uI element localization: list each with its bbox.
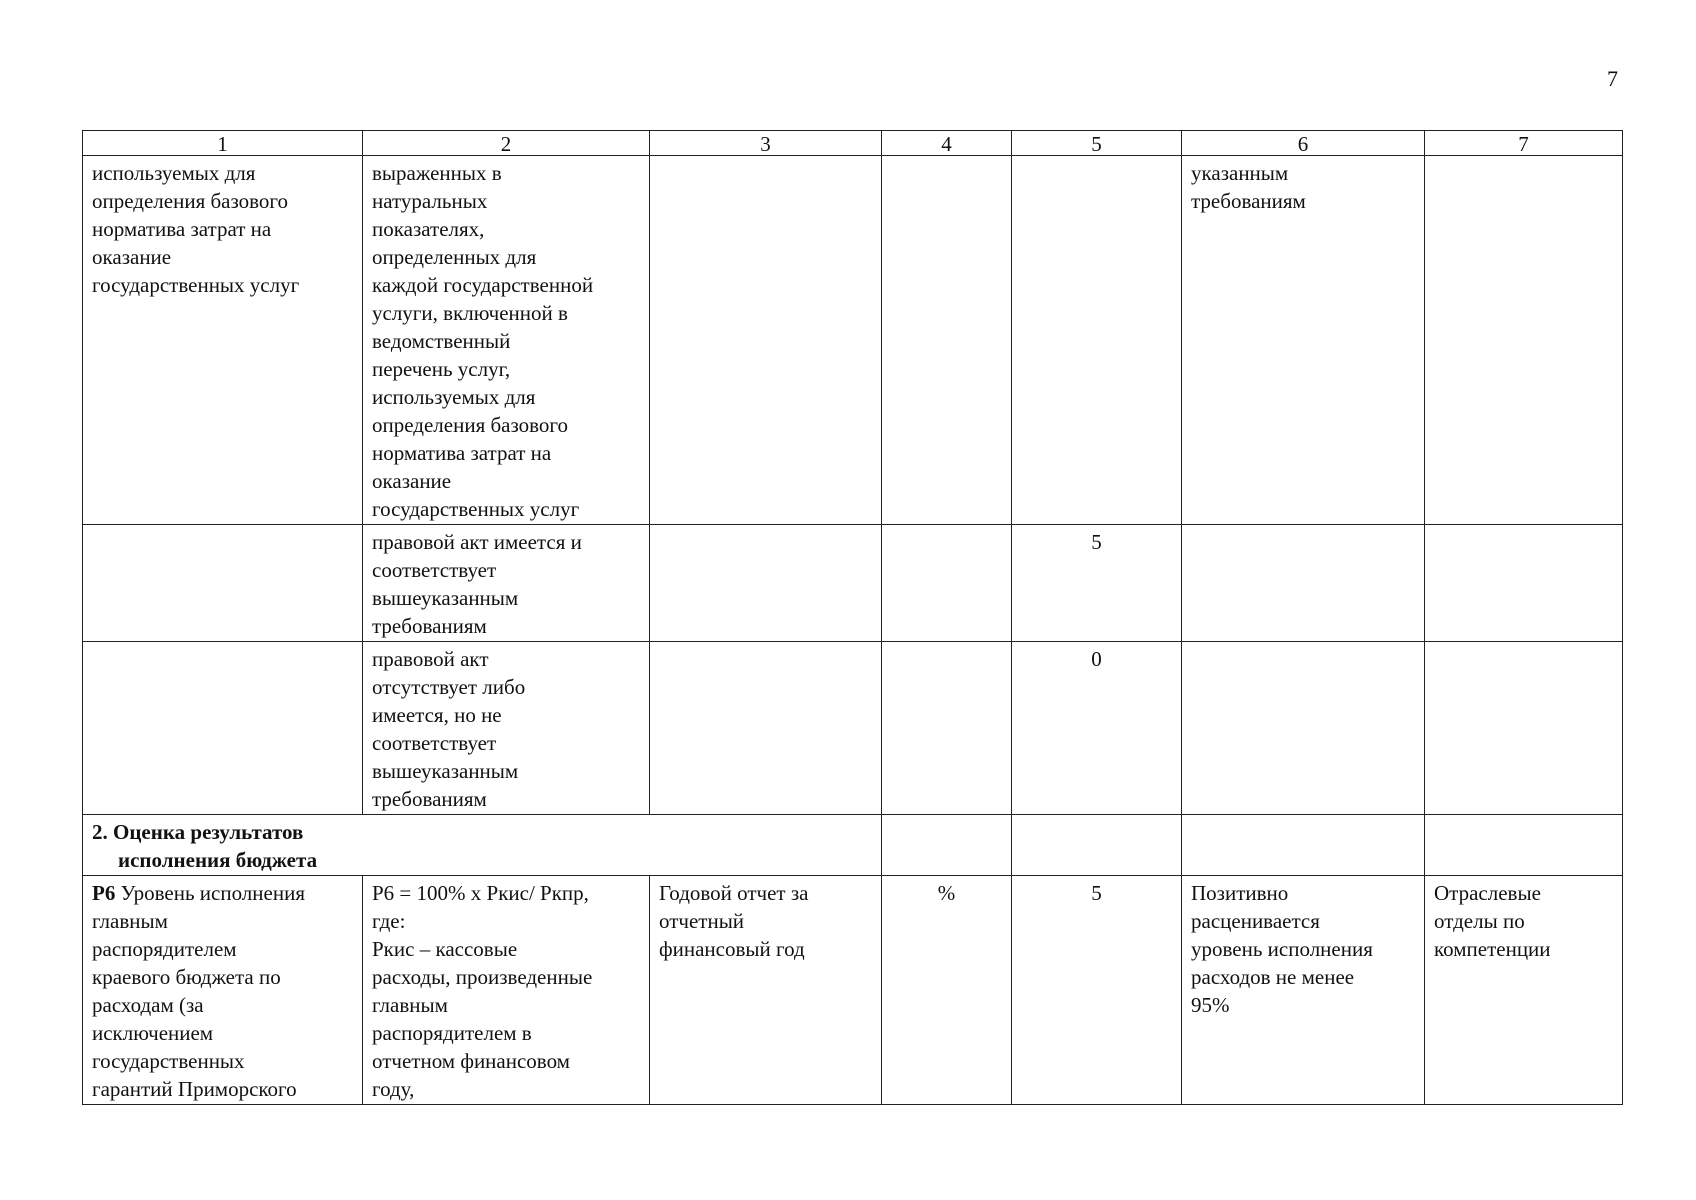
score-cell: 5 [1012, 876, 1182, 1105]
table-cell [83, 525, 363, 642]
section-heading-line: исполнения бюджета [118, 848, 318, 872]
page-number: 7 [1607, 66, 1618, 91]
table-cell [1012, 815, 1182, 876]
score-cell: 0 [1012, 642, 1182, 815]
table-row [83, 642, 1623, 815]
column-header: 5 [1012, 131, 1182, 156]
table-cell [1182, 815, 1425, 876]
score-cell: 5 [1012, 525, 1182, 642]
column-header: 7 [1425, 131, 1623, 156]
table-cell [882, 525, 1012, 642]
table-row [83, 156, 1623, 525]
source-cell: Годовой отчет за отчетный финансовый год [650, 876, 882, 1105]
indicator-cell [83, 876, 363, 1105]
unit-cell: % [882, 876, 1012, 1105]
table-cell [1425, 156, 1623, 525]
table-cell: используемых для определения базового норматива затрат на оказание государственных услуг [83, 156, 363, 525]
table-cell [1182, 525, 1425, 642]
table-cell [1182, 642, 1425, 815]
indicator-description: Уровень исполнения главным распорядителем краевого бюджета по расходам (за исключением государственных гарантий Приморского [92, 881, 305, 1101]
criteria-table [82, 130, 1623, 1105]
table-cell [882, 156, 1012, 525]
table-cell [83, 642, 363, 815]
column-header: 4 [882, 131, 1012, 156]
column-header: 3 [650, 131, 882, 156]
column-header: 2 [363, 131, 650, 156]
formula-cell: Р6 = 100% х Ркис/ Ркпр, где: Ркис – кассовые расходы, произведенные главным распорядителем в отчетном финансовом году, [363, 876, 650, 1105]
table-cell [1012, 156, 1182, 525]
table-cell [1425, 525, 1623, 642]
table-cell [650, 642, 882, 815]
table-row [83, 876, 1623, 1105]
table-cell: выраженных в натуральных показателях, определенных для каждой государственной услуги, включенной в ведомственный перечень услуг, используемых для определения базового норматива затрат на оказание государственных услуг [363, 156, 650, 525]
section-heading-line: 2. Оценка результатов [92, 820, 304, 844]
table-cell [650, 525, 882, 642]
table-cell [882, 642, 1012, 815]
table-row [83, 525, 1623, 642]
section-heading [83, 815, 882, 876]
header-row [83, 131, 1623, 156]
table-cell [1425, 815, 1623, 876]
column-header: 6 [1182, 131, 1425, 156]
responsible-cell: Отраслевые отделы по компетенции [1425, 876, 1623, 1105]
table-cell: правовой акт имеется и соответствует вышеуказанным требованиям [363, 525, 650, 642]
table-cell [1425, 642, 1623, 815]
table-cell [650, 156, 882, 525]
section-row [83, 815, 1623, 876]
comment-cell: Позитивно расценивается уровень исполнения расходов не менее 95% [1182, 876, 1425, 1105]
table-cell: указанным требованиям [1182, 156, 1425, 525]
indicator-code: Р6 [92, 881, 116, 905]
table-cell [882, 815, 1012, 876]
column-header: 1 [83, 131, 363, 156]
table-cell: правовой акт отсутствует либо имеется, но не соответствует вышеуказанным требованиям [363, 642, 650, 815]
